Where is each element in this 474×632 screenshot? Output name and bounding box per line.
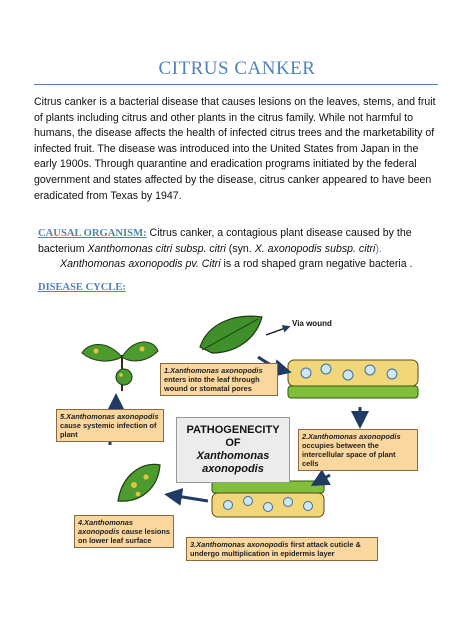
center-line-1: PATHOGENECITY OF [186, 424, 280, 449]
step-2-box [298, 429, 418, 471]
step-1-species: 1.Xanthomonas axonopodis [164, 366, 263, 375]
step-2-text: occupies between the intercellular space of plant cells [302, 441, 396, 468]
step-3-text: first attack cuticle & undergo multiplication in epidermis layer [190, 540, 361, 558]
step-4-species: 4.Xanthomonas axonopodis [78, 518, 134, 536]
causal-organism-paragraph [38, 226, 438, 273]
center-line-3: axonopodis [202, 463, 264, 475]
step-5-box [56, 409, 164, 442]
via-wound-arrow [266, 327, 288, 335]
step-1-text: enters into the leaf through wound or stomatal pores [164, 375, 260, 393]
syn-open: (syn. [225, 242, 255, 255]
synonym-name: X. axonopodis subsp. citri [254, 242, 376, 255]
center-line-2: Xanthomonas [196, 450, 270, 462]
step-4-text: cause lesions on lower leaf surface [78, 527, 171, 545]
via-wound-label: Via wound [292, 319, 332, 328]
lesioned-leaf-icon [118, 464, 160, 501]
top-leaf-icon [200, 316, 262, 353]
step-2-species: 2.Xanthomonas axonopodis [302, 432, 401, 441]
intro-paragraph: Citrus canker is a bacterial disease that causes lesions on the leaves, stems, and fruit of plants including citrus and other plants in the citrus family. While not harmful to humans, the disease affects the health of infected citrus trees and the marketability of infected fruit. The disease was introduced into the United States from Japan in the early 1900s. Through quarantine and eradication programs initiated by the federal government and states affected by the disease, citrus canker appeared to have been eradicated from Texas by 1947. [34, 96, 436, 202]
pathovar-name: Xanthomonas axonopodis pv. Citri [60, 258, 221, 271]
pathogenecity-center-box [176, 417, 290, 483]
title-underline [34, 84, 438, 85]
infected-seedling-icon [82, 342, 158, 391]
causal-text: Citrus canker, a contagious plant disease caused by the bacterium [38, 227, 412, 255]
step-1-box [160, 363, 278, 396]
pathovar-text: is a rod shaped gram negative bacteria . [220, 258, 413, 271]
leaf-tissue-top-icon [288, 360, 418, 398]
disease-cycle-heading: DISEASE CYCLE: [38, 282, 126, 293]
step-5-species: 5.Xanthomonas axonopodis [60, 412, 159, 421]
disease-cycle-diagram [30, 305, 450, 585]
arrow-tissue-to-leaf [170, 495, 208, 501]
syn-close: ). [375, 242, 382, 255]
species-name: Xanthomonas citri subsp. citri [87, 242, 226, 255]
step-3-box [186, 537, 378, 561]
step-3-species: 3.Xanthomonas axonopodis [190, 540, 289, 549]
leaf-tissue-bottom-icon [212, 481, 324, 517]
page-title: CITRUS CANKER [158, 58, 316, 79]
step-5-text: cause systemic infection of plant [60, 421, 157, 439]
causal-organism-heading: CAUSAL ORGANISM: [38, 228, 147, 239]
step-4-box [74, 515, 174, 548]
